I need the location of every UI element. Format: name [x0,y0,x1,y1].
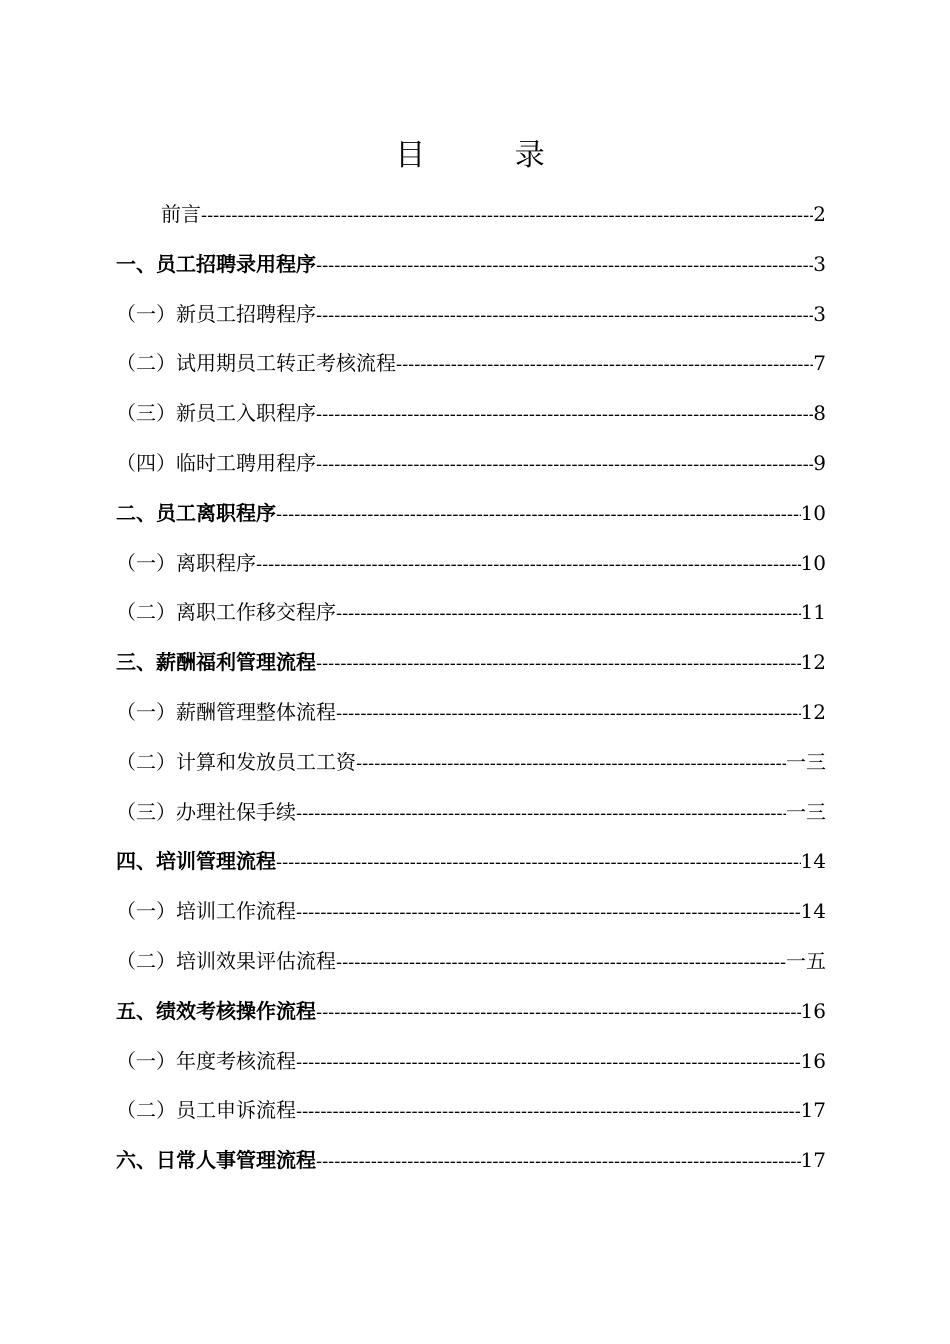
toc-entry-label: （二）计算和发放员工工资 [116,749,356,774]
toc-entry-page-number: 一五 [786,949,826,973]
toc-entry[interactable] [116,1094,826,1124]
toc-entry-label: （二）员工申诉流程 [116,1098,296,1123]
toc-entry-page-number: 10 [800,550,826,575]
toc-entry-label: 二、员工离职程序 [116,500,276,525]
toc-entry-label: （一）薪酬管理整体流程 [116,700,336,724]
toc-entry-page-number: 3 [813,301,826,326]
toc-entry[interactable] [116,447,826,477]
toc-entry-label: （四）临时工聘用程序 [116,451,316,475]
toc-leader-dashes [296,1101,801,1122]
toc-entry-page-number: 2 [813,202,826,226]
toc-entry-label: （三）新员工入职程序 [116,401,316,426]
toc-entry-page-number: 17 [800,1098,826,1123]
toc-entry-label: （二）试用期员工转正考核流程 [116,351,396,376]
toc-leader-dashes [336,703,801,724]
toc-entry[interactable] [116,497,826,527]
toc-entry[interactable] [116,746,826,776]
toc-leader-dashes [296,803,786,824]
toc-entry-label: （一）离职程序 [116,550,256,575]
toc-entry-page-number: 14 [800,899,826,924]
toc-entry[interactable] [116,696,826,726]
toc-entry-label: （一）年度考核流程 [116,1048,296,1073]
toc-leader-dashes [256,554,801,575]
toc-entry[interactable] [116,1045,826,1075]
toc-entry-label: （三）办理社保手续 [116,799,296,824]
toc-entry[interactable] [116,895,826,925]
toc-leader-dashes [316,1002,801,1023]
toc-leader-dashes [296,902,801,923]
toc-entry-page-number: 一三 [786,799,826,824]
toc-entry-page-number: 3 [813,251,826,276]
toc-entry[interactable] [116,945,826,975]
toc-leader-dashes [356,753,786,774]
toc-entry-label: （一）培训工作流程 [116,899,296,924]
toc-entry-page-number: 一三 [786,749,826,774]
toc-leader-dashes [316,653,801,674]
toc-entry[interactable] [116,547,826,577]
toc-entry-page-number: 14 [800,849,826,874]
toc-leader-dashes [296,1052,801,1073]
toc-entry[interactable] [116,845,826,875]
toc-entry[interactable] [116,198,826,228]
toc-entry-label: 一、员工招聘录用程序 [116,251,316,276]
toc-leader-dashes [316,305,813,326]
toc-leader-dashes [276,504,801,525]
toc-entry-page-number: 11 [800,600,826,625]
toc-entry[interactable] [116,995,826,1025]
toc-leader-dashes [276,852,801,873]
toc-entry-label: 前言 [161,202,201,226]
toc-leader-dashes [316,454,813,475]
toc-entry-label: （二）培训效果评估流程 [116,949,336,973]
toc-title: 目 录 [395,138,585,173]
toc-entry-page-number: 12 [800,650,826,675]
toc-leader-dashes [396,354,813,375]
toc-entry-label: 五、绩效考核操作流程 [116,998,316,1023]
toc-entry-page-number: 17 [800,1148,826,1173]
toc-leader-dashes [316,1151,801,1172]
toc-entry[interactable] [116,596,826,626]
toc-entry-label: 三、薪酬福利管理流程 [116,650,316,675]
toc-entry-page-number: 16 [800,998,826,1023]
toc-entry-label: （二）离职工作移交程序 [116,600,336,625]
toc-entry[interactable] [116,397,826,427]
toc-entry-page-number: 9 [813,451,826,475]
toc-entry[interactable] [116,796,826,826]
toc-entry[interactable] [116,298,826,328]
toc-leader-dashes [201,205,813,226]
toc-entry[interactable] [116,1144,826,1174]
toc-leader-dashes [316,255,813,276]
toc-leader-dashes [336,952,786,973]
toc-entry-page-number: 8 [813,401,826,426]
toc-entry-label: 四、培训管理流程 [116,849,276,874]
toc-leader-dashes [336,603,801,624]
toc-entry-page-number: 7 [813,351,826,376]
toc-entry[interactable] [116,646,826,676]
toc-entry-page-number: 16 [800,1048,826,1073]
toc-entry-page-number: 10 [800,500,826,525]
toc-leader-dashes [316,404,813,425]
toc-entry-page-number: 12 [800,700,826,724]
toc-entry[interactable] [116,347,826,377]
toc-entry-label: （一）新员工招聘程序 [116,301,316,326]
toc-entry-label: 六、日常人事管理流程 [116,1148,316,1173]
toc-entry[interactable] [116,248,826,278]
